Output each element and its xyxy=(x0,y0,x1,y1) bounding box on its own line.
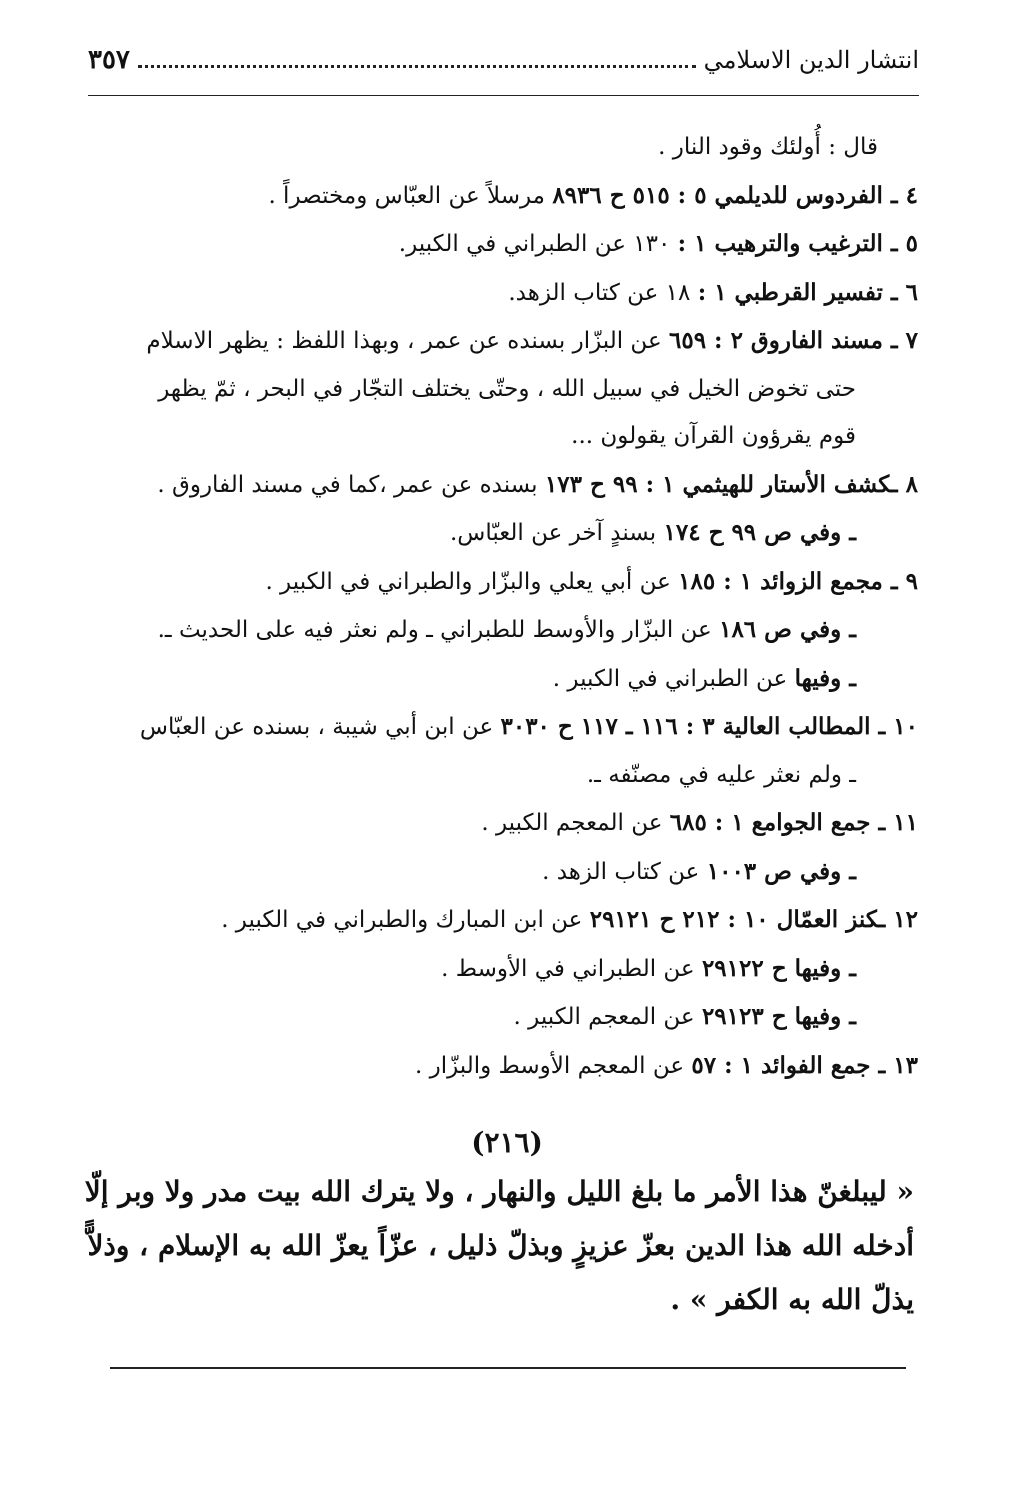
footnote-separator xyxy=(110,1367,906,1369)
footnotes-list xyxy=(106,124,918,1090)
note-source: ٩ ـ مجمع الزوائد ١ : ١٨٥ xyxy=(678,567,918,595)
note-text: قال : أُولئك وقود النار . xyxy=(658,134,878,160)
section-number: (٢١٦) xyxy=(471,1126,543,1159)
note-source: ٥ ـ الترغيب والترهيب ١ : xyxy=(677,230,918,257)
note-line xyxy=(106,220,918,269)
note-text: بسندٍ آخر عن العبّاس. xyxy=(449,520,664,546)
header-dot-leader xyxy=(138,43,696,68)
header-title: انتشار الدين الاسلامي xyxy=(703,46,919,74)
note-text: عن البزّار بسنده عن عمر ، وبهذا اللفظ : يظهر الاسلام xyxy=(146,328,669,354)
note-line xyxy=(106,896,918,945)
note-source: ١٢ ـكنز العمّال ١٠ : ٢١٢ ح ٢٩١٢١ xyxy=(589,906,918,933)
note-line xyxy=(106,269,918,318)
note-line xyxy=(106,558,918,607)
note-source: ـ وفي ص ٩٩ ح ١٧٤ xyxy=(663,519,856,546)
note-line xyxy=(106,945,918,994)
note-text: عن الطبراني في الكبير . xyxy=(552,665,795,692)
note-source: ٨ ـكشف الأستار للهيثمي ١ : ٩٩ ح ١٧٣ xyxy=(544,470,918,498)
note-text: عن الطبراني في الأوسط . xyxy=(441,955,702,982)
note-line xyxy=(106,461,918,510)
note-text: قوم يقرؤون القرآن يقولون ... xyxy=(571,423,856,449)
note-text: ١٨ عن كتاب الزهد. xyxy=(508,279,698,306)
note-line xyxy=(106,509,918,558)
note-text: عن المعجم الكبير . xyxy=(513,1004,702,1030)
note-source: ١١ ـ جمع الجوامع ١ : ٦٨٥ xyxy=(669,809,918,836)
header-rule xyxy=(88,95,919,96)
note-source: ١٣ ـ جمع الفوائد ١ : ٥٧ xyxy=(691,1051,918,1079)
note-line xyxy=(106,413,918,461)
note-source: ـ وفي ص ١٠٠٣ xyxy=(706,857,856,885)
note-line xyxy=(106,799,918,848)
note-source: ـ وفي ص ١٨٦ xyxy=(719,616,856,643)
note-line xyxy=(106,655,918,704)
note-text: ـ ولم نعثر عليه في مصنّفه ـ. xyxy=(586,761,856,788)
note-line xyxy=(106,1042,918,1091)
note-text: عن ابن أبي شيبة ، بسنده عن العبّاس xyxy=(139,714,501,740)
note-text: عن أبي يعلي والبزّار والطبراني في الكبير . xyxy=(265,568,679,595)
running-header xyxy=(88,40,919,80)
note-line xyxy=(106,993,918,1042)
note-text: عن كتاب الزهد . xyxy=(542,858,707,885)
note-text: مرسلاً عن العبّاس ومختصراً . xyxy=(268,182,553,209)
note-source: ٦ ـ تفسير القرطبي ١ : xyxy=(697,278,918,306)
note-text: حتى تخوض الخيل في سبيل الله ، وحتّى يختلف التجّار في البحر ، ثمّ يظهر xyxy=(158,375,856,402)
note-source: ٤ ـ الفردوس للديلمي ٥ : ٥١٥ ح ٨٩٣٦ xyxy=(552,181,918,209)
note-line xyxy=(106,752,918,800)
note-line xyxy=(106,366,918,414)
note-line xyxy=(106,124,918,172)
note-text: عن ابن المبارك والطبراني في الكبير . xyxy=(221,907,590,933)
note-source: ـ وفيها ح ٢٩١٢٢ xyxy=(701,954,856,982)
note-line xyxy=(106,703,918,752)
note-text: عن البزّار والأوسط للطبراني ـ ولم نعثر فيه على الحديث ـ. xyxy=(157,617,720,643)
hadith-text xyxy=(84,1165,914,1327)
hadith-line: « ليبلغنّ هذا الأمر ما بلغ الليل والنهار ، ولا يترك الله بيت مدر ولا وبر إلّا xyxy=(84,1175,914,1208)
hadith-line: أدخله الله هذا الدين بعزّ عزيزٍ وبذلّ ذليل ، عزّاً يعزّ الله به الإسلام ، وذلاًّ xyxy=(87,1229,914,1262)
note-line xyxy=(106,848,918,897)
note-line xyxy=(106,172,918,221)
note-source: ٧ ـ مسند الفاروق ٢ : ٦٥٩ xyxy=(668,327,918,354)
note-source: ١٠ ـ المطالب العالية ٣ : ١١٦ ـ ١١٧ ح ٣٠٣٠ xyxy=(500,713,918,740)
hadith-line: يذلّ الله به الكفر » . xyxy=(670,1283,914,1316)
note-source: ـ وفيها xyxy=(794,664,856,692)
note-line xyxy=(106,606,918,655)
note-text: ١٣٠ عن الطبراني في الكبير. xyxy=(398,231,678,257)
note-text: بسنده عن عمر ،كما في مسند الفاروق . xyxy=(157,471,545,498)
page-number: ٣٥٧ xyxy=(88,45,130,75)
note-text: عن المعجم الأوسط والبزّار . xyxy=(414,1052,692,1079)
note-line xyxy=(106,317,918,366)
note-text: عن المعجم الكبير . xyxy=(481,810,670,836)
note-source: ـ وفيها ح ٢٩١٢٣ xyxy=(701,1003,856,1030)
